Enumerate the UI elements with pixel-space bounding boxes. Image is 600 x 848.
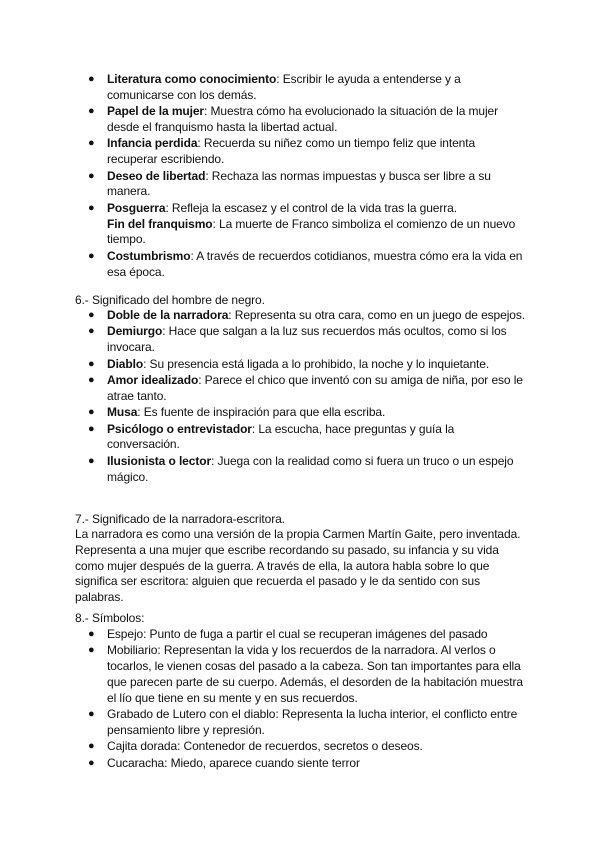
list-item (0, 201, 527, 248)
item-term: Deseo de libertad (107, 168, 206, 183)
item-text: : Recuerda su niñez como un tiempo feliz que intenta recuperar escribiendo. (107, 136, 476, 167)
bullet-icon: ● (88, 357, 95, 370)
item-term: Posguerra (107, 200, 166, 215)
list-item (0, 104, 527, 136)
item-text: : Es fuente de inspiración para que ella escriba. (137, 405, 386, 420)
item-text: Cajita dorada: Contenedor de recuerdos, secretos o deseos. (107, 739, 423, 754)
list-item (0, 627, 527, 643)
themes-list (0, 72, 527, 281)
item-text: : Rechaza las normas impuestas y busca ser libre a su manera. (107, 168, 491, 199)
list-item (0, 324, 527, 356)
list-item (0, 405, 527, 421)
bullet-icon: ● (88, 373, 95, 386)
list-item (0, 756, 527, 772)
bullet-icon: ● (88, 309, 95, 321)
item-text: : Juega con la realidad como si fuera un truco o un espejo mágico. (107, 453, 514, 484)
section-heading: 7.- Significado de la narradora-escritora. (75, 512, 285, 526)
item-text: : Parece el chico que inventó con su amiga de niña, por eso le atrae tanto. (107, 372, 523, 403)
item-text: Cucaracha: Miedo, aparece cuando siente terror (107, 755, 360, 770)
item-subterm: Fin del franquismo (107, 216, 213, 231)
bullet-icon: ● (88, 406, 95, 419)
bullet-icon: ● (88, 740, 95, 753)
list-item (0, 136, 527, 168)
list-item (0, 707, 527, 739)
bullet-icon: ● (88, 756, 95, 769)
list-item (0, 249, 527, 281)
section-heading: 6.- Significado del hombre de negro. (75, 293, 265, 307)
list-item (0, 308, 527, 324)
bullet-icon: ● (88, 708, 95, 721)
section-heading: 8.- Símbolos: (75, 611, 145, 625)
item-text: Espejo: Punto de fuga a partir el cual se recuperan imágenes del pasado (107, 627, 488, 641)
bullet-icon: ● (88, 454, 95, 467)
item-text: : Muestra cómo ha evolucionado la situación de la mujer desde el franquismo hasta la libertad actual. (107, 104, 499, 134)
list-item (0, 454, 527, 486)
bullet-icon: ● (88, 73, 95, 85)
item-text: Grabado de Lutero con el diablo: Representa la lucha interior, el conflicto entre pensamiento libre y represión. (107, 707, 518, 737)
bullet-icon: ● (88, 628, 95, 640)
list-item (0, 422, 527, 454)
item-text: : Representa su otra cara, como en un juego de espejos. (228, 308, 525, 322)
item-term: Diablo (107, 356, 144, 371)
item-term: Amor idealizado (107, 372, 199, 387)
item-text: : La escucha, hace preguntas y guía la conversación. (107, 421, 455, 452)
item-term: Papel de la mujer (107, 104, 205, 119)
bullet-icon: ● (88, 201, 95, 214)
item-text: : Escribir le ayuda a entenderse y a comunicarse con los demás. (107, 72, 461, 102)
item-term: Demiurgo (107, 324, 163, 339)
bullet-icon: ● (88, 422, 95, 435)
item-text: Mobiliario: Representan la vida y los recuerdos de la narradora. Al verlos o tocarlos, le vienen cosas del pasado a la cabeza. Son tan importantes para ella que parecen parte de su cuerpo. Además, el desorden de la habitación muestra el lío que tiene en su mente y en sus recuerdos. (107, 643, 524, 705)
man-in-black-list (0, 308, 527, 486)
item-term: Psicólogo o entrevistador (107, 421, 252, 436)
bullet-icon: ● (88, 169, 95, 182)
list-item (0, 169, 527, 201)
list-item (0, 739, 527, 755)
bullet-icon: ● (88, 644, 95, 657)
symbols-list (0, 627, 527, 772)
bullet-icon: ● (88, 249, 95, 262)
list-item (0, 72, 527, 104)
item-term: Infancia perdida (107, 136, 198, 151)
item-text: : Refleja la escasez y el control de la vida tras la guerra. (165, 200, 457, 215)
narrator-paragraph: La narradora es como una versión de la propia Carmen Martín Gaite, pero inventada. Representa a una mujer que escribe recordando su pasado, su infancia y su vida como mujer después de la guerra. A través de ella, la autora habla sobre lo que significa ser escritora: alguien que recuerda el pasado y le da sentido con sus palabras. (75, 527, 521, 605)
bullet-icon: ● (88, 105, 95, 118)
item-text: : Hace que salgan a la luz sus recuerdos más ocultos, como si los invocara. (107, 324, 507, 355)
bullet-icon: ● (88, 137, 95, 150)
bullet-icon: ● (88, 325, 95, 338)
item-term: Musa (107, 405, 138, 420)
item-term: Ilusionista o lector (107, 453, 212, 468)
item-term: Costumbrismo (107, 248, 191, 263)
list-item (0, 643, 527, 706)
item-subtext: : La muerte de Franco simboliza el comienzo de un nuevo tiempo. (107, 216, 516, 247)
list-item (0, 357, 527, 373)
item-text: : A través de recuerdos cotidianos, muestra cómo era la vida en esa época. (107, 248, 523, 279)
list-item (0, 373, 527, 405)
item-text: : Su presencia está ligada a lo prohibido, la noche y lo inquietante. (143, 356, 490, 371)
item-term: Literatura como conocimiento (107, 72, 277, 86)
item-term: Doble de la narradora (107, 308, 229, 322)
sub-line (107, 217, 527, 249)
